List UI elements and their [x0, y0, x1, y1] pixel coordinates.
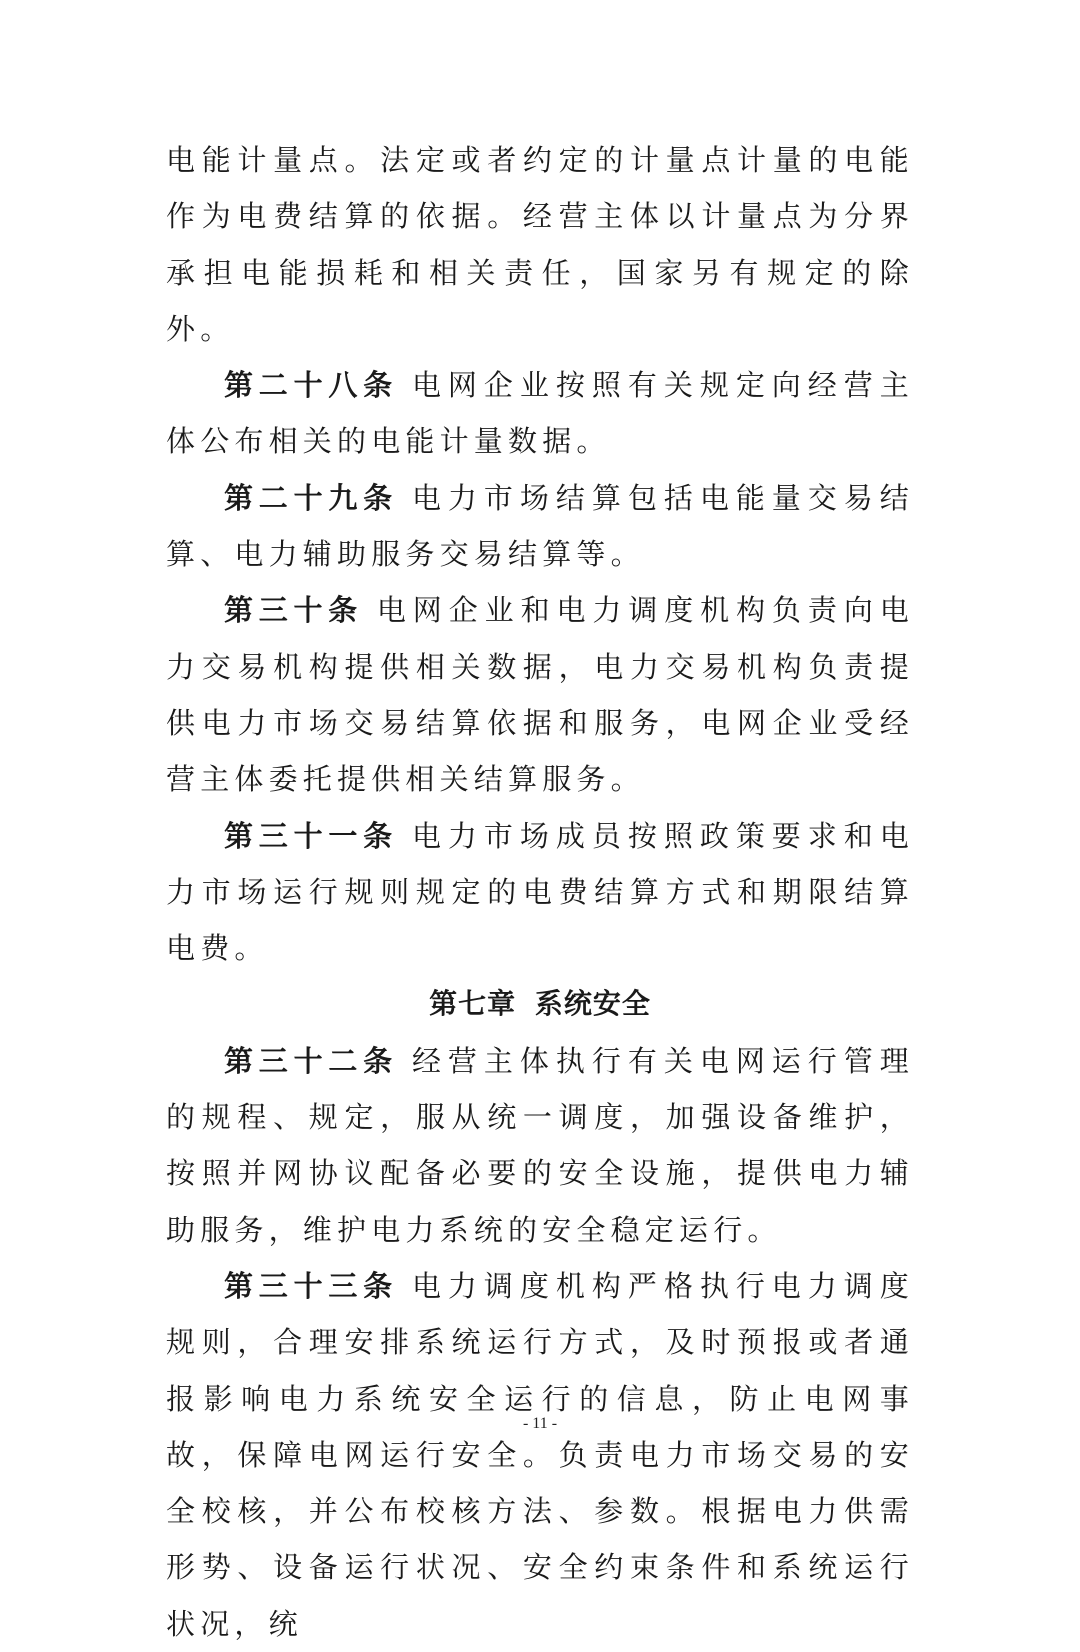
- article-text: 电网企业按照有关规定向经营主体公布相关的电能计量数据。: [166, 368, 914, 459]
- article-number: 第二十九条: [224, 480, 398, 515]
- continuation-paragraph: [166, 132, 914, 357]
- article-number: 第三十三条: [224, 1268, 398, 1303]
- paragraph-text: 电能计量点。法定或者约定的计量点计量的电能作为电费结算的依据。经营主体以计量点为分界承担电能损耗和相关责任，国家另有规定的除外。: [166, 143, 914, 346]
- article-number: 第三十二条: [224, 1043, 398, 1078]
- chapter-heading: 第七章 系统安全: [429, 987, 651, 1021]
- article-text: 电力市场成员按照政策要求和电力市场运行规则规定的电费结算方式和期限结算电费。: [166, 818, 914, 966]
- article-31: [166, 808, 914, 977]
- article-29: [166, 470, 914, 583]
- article-number: 第二十八条: [224, 368, 398, 403]
- article-text: 电力市场结算包括电能量交易结算、电力辅助服务交易结算等。: [166, 480, 914, 572]
- article-text: 电力调度机构严格执行电力调度规则，合理安排系统运行方式，及时预报或者通报影响电力系统安全运行的信息，防止电网事故，保障电网运行安全。负责电力市场交易的安全校核，并公布校核方法、参数。根据电力供需形势、设备运行状况、安全约束条件和系统运行状况，统: [166, 1268, 914, 1641]
- page-number: - 11 -: [522, 1415, 558, 1432]
- article-30: [166, 582, 914, 807]
- article-text: 经营主体执行有关电网运行管理的规程、规定，服从统一调度，加强设备维护，按照并网协议配备必要的安全设施，提供电力辅助服务，维护电力系统的安全稳定运行。: [166, 1043, 914, 1247]
- article-text: 电网企业和电力调度机构负责向电力交易机构提供相关数据，电力交易机构负责提供电力市场交易结算依据和服务，电网企业受经营主体委托提供相关结算服务。: [166, 593, 914, 797]
- article-32: [166, 1033, 914, 1258]
- article-number: 第三十一条: [224, 818, 398, 853]
- article-number: 第三十条: [224, 593, 363, 628]
- article-28: [166, 357, 914, 470]
- article-33: [166, 1258, 914, 1652]
